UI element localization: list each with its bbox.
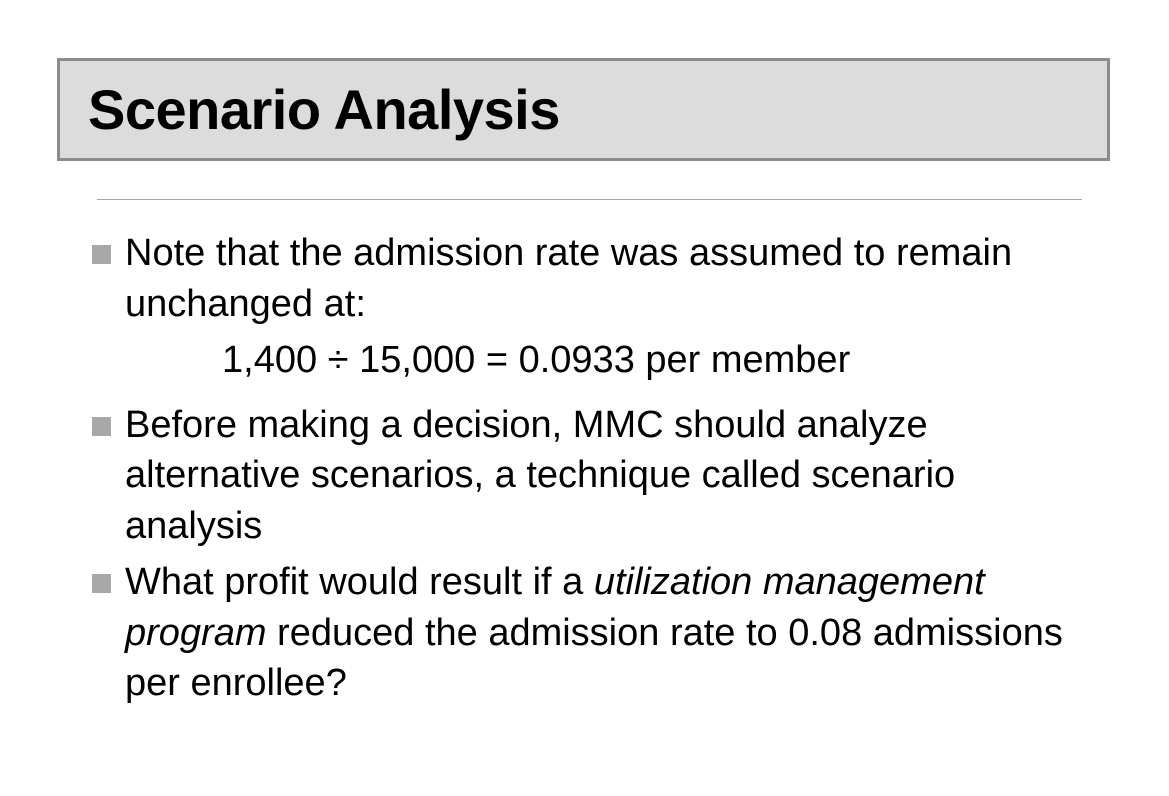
equation-line: 1,400 ÷ 15,000 = 0.0933 per member <box>222 339 851 382</box>
bullet-text-3-emphasis: utilization management program <box>125 561 985 654</box>
list-item <box>92 228 1102 329</box>
list-item <box>92 557 1102 709</box>
bullet-text-3-after: reduced the admission rate to 0.08 admissions per enrollee? <box>125 611 1063 705</box>
bullet-text-3 <box>125 557 1102 709</box>
list-item <box>92 400 1102 552</box>
slide-body <box>92 228 1102 709</box>
bullet-text-3-before: What profit would result if a <box>125 561 594 604</box>
square-bullet-icon <box>92 417 111 436</box>
title-box <box>57 58 1110 161</box>
page-title: Scenario Analysis <box>88 77 560 141</box>
bullet-text-1: Note that the admission rate was assumed to remain unchanged at: <box>125 232 1013 325</box>
square-bullet-icon <box>92 245 111 264</box>
square-bullet-icon <box>92 574 111 593</box>
header-divider <box>97 199 1082 200</box>
bullet-text-2: Before making a decision, MMC should analyze alternative scenarios, a technique called scenario analysis <box>125 403 956 547</box>
